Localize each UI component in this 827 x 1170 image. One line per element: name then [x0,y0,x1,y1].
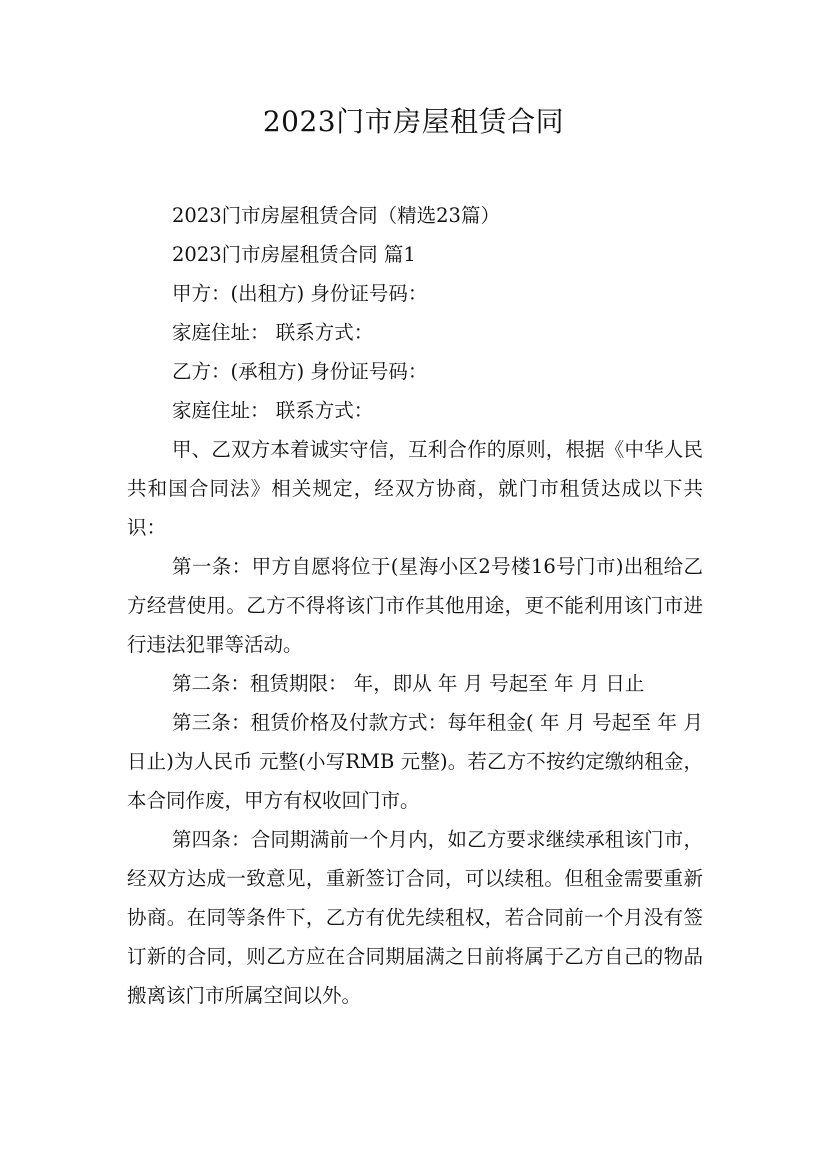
party-b-address-line: 家庭住址： 联系方式： [172,399,374,422]
clause-1-paragraph: 第一条：甲方自愿将位于(星海小区2号楼16号门市)出租给乙方经营使用。乙方不得将该门市作其他用途，更不能利用该门市进行违法犯罪等活动。 [127,555,703,656]
preamble-paragraph: 甲、乙双方本着诚实守信，互利合作的原则，根据《中华人民共和国合同法》相关规定，经双方协商，就门市租赁达成以下共识： [127,438,703,539]
collection-heading: 2023门市房屋租赁合同（精选23篇） [172,204,500,227]
clause-2-paragraph: 第二条：租赁期限： 年，即从 年 月 号起至 年 月 日止 [172,672,645,695]
party-a-id-line: 甲方：(出租方) 身份证号码： [172,282,428,305]
clause-4-paragraph: 第四条：合同期满前一个月内，如乙方要求继续承租该门市，经双方达成一致意见，重新签订合同，可以续租。但租金需要重新协商。在同等条件下，乙方有优先续租权，若合同前一个月没有签订新的合同，则乙方应在合同期届满之日前将属于乙方自己的物品搬离该门市所属空间以外。 [127,828,703,1007]
party-a-address-line: 家庭住址： 联系方式： [172,321,374,344]
clause-3-paragraph: 第三条：租赁价格及付款方式：每年租金( 年 月 号起至 年 月 日止)为人民币 元整(小写RMB 元整)。若乙方不按约定缴纳租金，本合同作废，甲方有权收回门市。 [127,711,703,812]
party-b-id-line: 乙方：(承租方) 身份证号码： [172,360,428,383]
document-body [127,196,703,1015]
article-heading: 2023门市房屋租赁合同 篇1 [172,243,416,266]
document-title: 2023门市房屋租赁合同 [262,105,565,138]
